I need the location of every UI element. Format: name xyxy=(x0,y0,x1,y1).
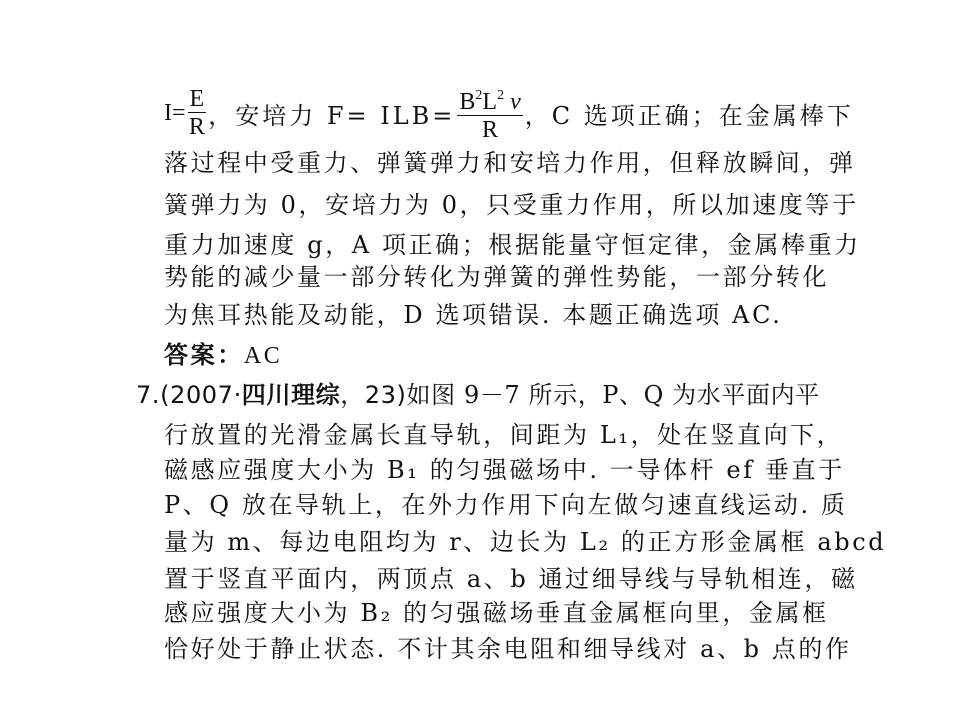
symbol-L: L xyxy=(482,88,498,115)
exponent: 2 xyxy=(497,87,505,103)
question-line: 恰好处于静止状态. 不计其余电阻和细导线对 a、b 点的作 xyxy=(164,635,852,663)
question-source-number: ，23) xyxy=(340,381,407,409)
question-source-name: 四川理综 xyxy=(241,381,341,409)
explanation-line: 为焦耳热能及动能，D 选项错误. 本题正确选项 AC. xyxy=(164,301,783,329)
question-line: 磁感应强度大小为 B₁ 的匀强磁场中. 一导体杆 ef 垂直于 xyxy=(164,456,845,484)
symbol-v: v xyxy=(510,88,521,115)
explanation-line: 重力加速度 g，A 项正确；根据能量守恒定律，金属棒重力 xyxy=(164,231,861,259)
symbol-B: B xyxy=(459,88,476,115)
question-line: 感应强度大小为 B₂ 的匀强磁场垂直金属框向里，金属框 xyxy=(164,599,829,627)
question-line: P、Q 放在导轨上，在外力作用下向左做匀速直线运动. 质 xyxy=(164,491,848,519)
answer-value: AC xyxy=(243,343,283,369)
exponent: 2 xyxy=(475,87,483,103)
current-lhs: I= xyxy=(164,99,186,126)
question-line: 如图 9－7 所示，P、Q 为水平面内平 xyxy=(406,381,820,409)
question-7-header xyxy=(136,380,820,410)
question-source-open: (2007 xyxy=(160,381,234,409)
explanation-line: 势能的减少量一部分转化为弹簧的弹性势能，一部分转化 xyxy=(164,263,829,291)
force-fraction-numerator xyxy=(457,83,522,116)
question-number: 7. xyxy=(136,381,161,409)
current-fraction-denominator: R xyxy=(188,113,205,140)
question-line: 量为 m、每边电阻均为 r、边长为 L₂ 的正方形金属框 abcd xyxy=(164,528,887,556)
current-fraction xyxy=(188,86,207,141)
explanation-line: 簧弹力为 0，安培力为 0，只受重力作用，所以加速度等于 xyxy=(164,191,859,219)
answer-line xyxy=(164,340,282,371)
force-fraction-denominator: R xyxy=(482,116,499,143)
current-fraction-numerator: E xyxy=(189,85,205,112)
option-c-text: ，C 选项正确；在金属棒下 xyxy=(524,101,854,130)
force-fraction xyxy=(457,83,522,144)
ampere-force-text: ，安培力 F= ILB= xyxy=(208,101,456,130)
question-line: 置于竖直平面内，两顶点 a、b 通过细导线与导轨相连，磁 xyxy=(164,565,858,593)
answer-label: 答案： xyxy=(164,340,244,369)
question-source-dot: · xyxy=(233,381,242,409)
formula-line xyxy=(164,84,854,142)
explanation-line: 落过程中受重力、弹簧弹力和安培力作用，但释放瞬间，弹 xyxy=(164,149,856,177)
question-line: 行放置的光滑金属长直导轨，间距为 L₁，处在竖直向下， xyxy=(164,421,844,449)
